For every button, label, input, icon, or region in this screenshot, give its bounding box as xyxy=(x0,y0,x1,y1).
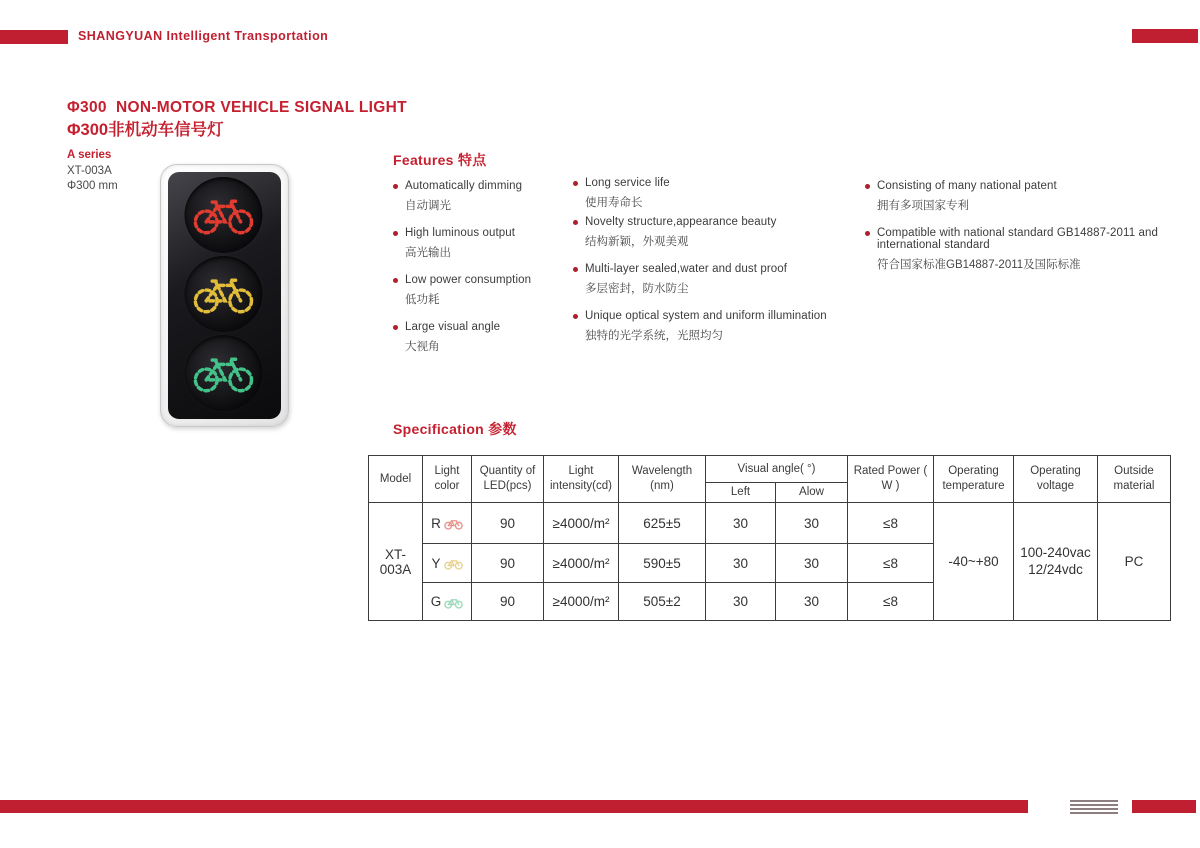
bicycle-icon-green xyxy=(444,596,463,609)
feature-text-en: Large visual angle xyxy=(405,321,501,333)
bullet-icon xyxy=(393,231,398,236)
light-color-cell xyxy=(423,583,472,621)
traffic-light-body xyxy=(168,172,281,419)
bullet-icon xyxy=(393,325,398,330)
col-header-op-temp: Operating temperature xyxy=(934,456,1014,503)
feature-item xyxy=(393,274,571,307)
col-header-material: Outside material xyxy=(1098,456,1171,503)
feature-item xyxy=(573,177,853,210)
feature-text-en: Consisting of many national patent xyxy=(877,180,1057,192)
feature-item xyxy=(573,263,853,296)
green-lens xyxy=(184,335,262,411)
bicycle-icon-green-led xyxy=(192,352,254,394)
bullet-icon xyxy=(573,220,578,225)
intensity-value: ≥4000/m² xyxy=(544,503,619,544)
angle-left-value: 30 xyxy=(706,503,776,544)
size-label: Φ300 mm xyxy=(67,180,118,192)
qty-value: 90 xyxy=(472,544,544,583)
feature-text-en: Long service life xyxy=(585,177,670,189)
qty-value: 90 xyxy=(472,583,544,621)
col-header-visual-angle: Visual angle( °) xyxy=(706,456,848,483)
feature-text-cn: 使用寿命长 xyxy=(585,197,643,209)
footer-long-red-bar xyxy=(0,800,1028,813)
wavelength-value: 505±2 xyxy=(619,583,706,621)
feature-text-cn: 拥有多项国家专利 xyxy=(877,200,969,212)
power-value: ≤8 xyxy=(848,583,934,621)
feature-text-en: Multi-layer sealed,water and dust proof xyxy=(585,263,788,275)
bullet-icon xyxy=(573,181,578,186)
power-value: ≤8 xyxy=(848,544,934,583)
bullet-icon xyxy=(573,267,578,272)
bullet-icon xyxy=(865,231,870,236)
feature-text-cn: 多层密封，防水防尘 xyxy=(585,283,689,295)
voltage-line1: 100-240vac xyxy=(1020,544,1091,560)
feature-text-cn: 高光输出 xyxy=(405,247,451,259)
product-title-en: Φ300 NON-MOTOR VEHICLE SIGNAL LIGHT xyxy=(67,99,407,116)
feature-text-en: Compatible with national standard GB14887-2011 and international standard xyxy=(877,227,1158,251)
table-row xyxy=(369,503,1171,544)
features-column-3 xyxy=(865,180,1185,286)
brand-name: SHANGYUAN Intelligent Transportation xyxy=(78,29,329,43)
feature-item xyxy=(573,216,853,249)
col-header-wavelength: Wavelength (nm) xyxy=(619,456,706,503)
features-heading: Features 特点 xyxy=(393,152,487,168)
table-header-row xyxy=(369,456,1171,483)
col-header-left: Left xyxy=(706,483,776,503)
bullet-icon xyxy=(865,184,870,189)
col-header-intensity: Light intensity(cd) xyxy=(544,456,619,503)
power-value: ≤8 xyxy=(848,503,934,544)
feature-text-en: Novelty structure,appearance beauty xyxy=(585,216,777,228)
header-left-red-bar xyxy=(0,30,68,44)
temperature-value: -40~+80 xyxy=(934,503,1014,621)
light-color-cell xyxy=(423,544,472,583)
bicycle-icon-red xyxy=(444,517,463,530)
feature-text-en: Low power consumption xyxy=(405,274,532,286)
intensity-value: ≥4000/m² xyxy=(544,583,619,621)
bullet-icon xyxy=(573,314,578,319)
angle-alow-value: 30 xyxy=(776,544,848,583)
feature-text-cn: 符合国家标准GB14887-2011及国际标准 xyxy=(877,259,1081,271)
bicycle-icon-red-led xyxy=(192,194,254,236)
yellow-lens xyxy=(184,256,262,332)
color-letter: G xyxy=(430,594,442,609)
feature-item xyxy=(393,321,571,354)
angle-left-value: 30 xyxy=(706,583,776,621)
spec-table xyxy=(368,455,1171,621)
bullet-icon xyxy=(393,184,398,189)
series-label: A series xyxy=(67,149,112,161)
angle-left-value: 30 xyxy=(706,544,776,583)
bicycle-icon-yellow xyxy=(444,557,463,570)
col-header-rated-power: Rated Power ( W ) xyxy=(848,456,934,503)
voltage-line2: 12/24vdc xyxy=(1028,561,1083,577)
feature-item xyxy=(573,310,853,343)
feature-text-cn: 大视角 xyxy=(405,341,440,353)
bicycle-icon-yellow-led xyxy=(192,273,254,315)
feature-item xyxy=(865,227,1185,272)
red-lens xyxy=(184,177,262,253)
footer-right-red-bar xyxy=(1132,800,1196,813)
feature-text-en: High luminous output xyxy=(405,227,516,239)
specification-heading: Specification 参数 xyxy=(393,421,517,437)
angle-alow-value: 30 xyxy=(776,503,848,544)
model-label: XT-003A xyxy=(67,165,112,177)
feature-item xyxy=(393,180,571,213)
col-header-light-color: Light color xyxy=(423,456,472,503)
bullet-icon xyxy=(393,278,398,283)
feature-text-cn: 独特的光学系统，光照均匀 xyxy=(585,330,723,342)
feature-item xyxy=(865,180,1185,213)
wavelength-value: 625±5 xyxy=(619,503,706,544)
feature-item xyxy=(393,227,571,260)
light-color-cell xyxy=(423,503,472,544)
voltage-value xyxy=(1014,503,1098,621)
feature-text-en: Automatically dimming xyxy=(405,180,523,192)
material-value: PC xyxy=(1098,503,1171,621)
feature-text-cn: 自动调光 xyxy=(405,200,451,212)
product-title-cn: Φ300非机动车信号灯 xyxy=(67,121,224,139)
wavelength-value: 590±5 xyxy=(619,544,706,583)
qty-value: 90 xyxy=(472,503,544,544)
col-header-model: Model xyxy=(369,456,423,503)
col-header-alow: Alow xyxy=(776,483,848,503)
footer-lines-icon xyxy=(1070,800,1118,816)
col-header-op-volt: Operating voltage xyxy=(1014,456,1098,503)
feature-text-cn: 低功耗 xyxy=(405,294,440,306)
feature-text-cn: 结构新颖，外观美观 xyxy=(585,236,689,248)
features-column-2 xyxy=(573,177,853,357)
intensity-value: ≥4000/m² xyxy=(544,544,619,583)
header-right-red-bar xyxy=(1132,29,1198,43)
model-value: XT-003A xyxy=(369,503,423,621)
feature-text-en: Unique optical system and uniform illumination xyxy=(585,310,827,322)
product-photo-traffic-light xyxy=(160,164,289,427)
angle-alow-value: 30 xyxy=(776,583,848,621)
color-letter: Y xyxy=(431,555,441,571)
color-letter: R xyxy=(431,515,441,531)
col-header-qty: Quantity of LED(pcs) xyxy=(472,456,544,503)
features-column-1 xyxy=(393,180,571,368)
